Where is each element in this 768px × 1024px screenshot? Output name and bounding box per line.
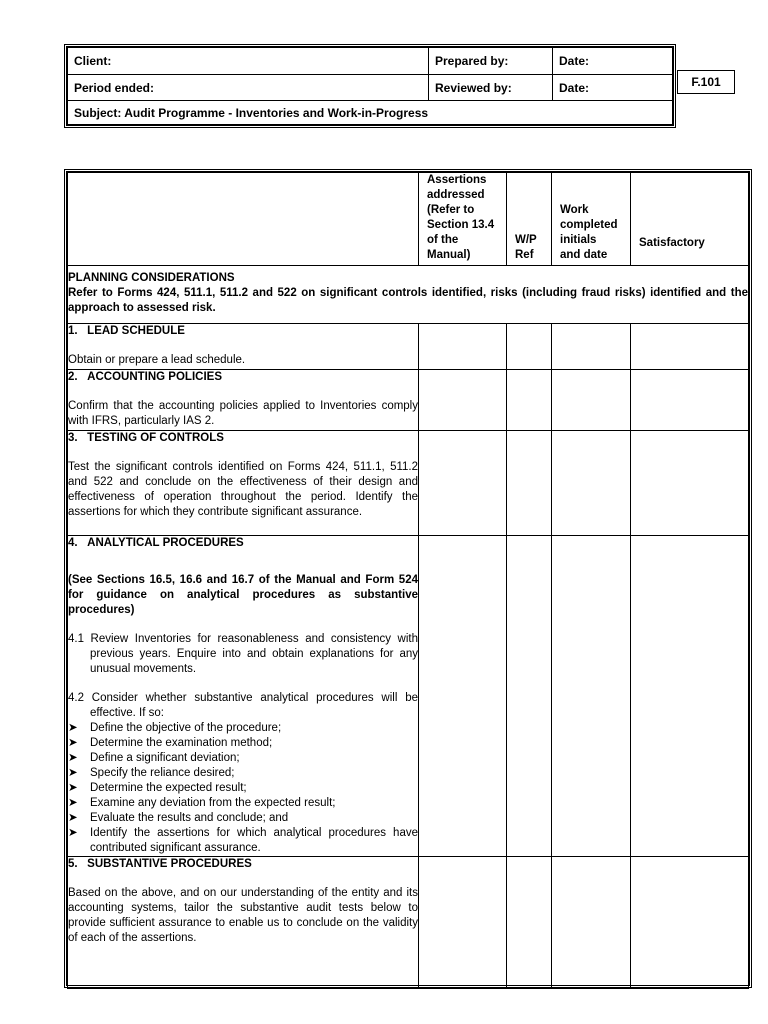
procedure-cell (68, 324, 419, 370)
assertions-cell[interactable] (419, 857, 507, 989)
planning-text: Refer to Forms 424, 511.1, 511.2 and 522 on significant controls identified, risks (including fraud risks) identified and the approach to assessed risk. (68, 287, 748, 314)
header-line: W/P (515, 234, 537, 246)
work-completed-cell[interactable] (552, 536, 631, 857)
header-line: (Refer to (427, 204, 475, 216)
wp-ref-cell[interactable] (507, 431, 552, 536)
section-title: 4. ANALYTICAL PROCEDURES (68, 537, 244, 549)
wp-ref-cell[interactable] (507, 857, 552, 989)
header-line: Section 13.4 (427, 219, 495, 231)
planning-row (68, 266, 749, 324)
procedure-column-header (68, 173, 419, 266)
header-line: of the (427, 234, 459, 246)
list-item: ➤ Specify the reliance desired; (68, 767, 235, 779)
arrow-bullet-icon: ➤ (68, 767, 78, 779)
section-title: 1. LEAD SCHEDULE (68, 325, 185, 337)
period-ended-label: Period ended: (68, 75, 429, 101)
assertions-cell[interactable] (419, 324, 507, 370)
list-item: ➤ Evaluate the results and conclude; and (68, 812, 289, 824)
list-item: ➤ Determine the examination method; (68, 737, 273, 749)
satisfactory-cell[interactable] (631, 536, 749, 857)
list-item: ➤ Identify the assertions for which analytical procedures have contributed significant assurance. (68, 827, 418, 854)
work-completed-cell[interactable] (552, 370, 631, 431)
form-number: F.101 (677, 70, 735, 94)
satisfactory-cell[interactable] (631, 370, 749, 431)
section-text: Confirm that the accounting policies applied to Inventories comply with IFRS, particularly IAS 2. (68, 400, 418, 427)
subject-line: Subject: Audit Programme - Inventories and Work-in-Progress (68, 101, 673, 125)
arrow-bullet-icon: ➤ (68, 737, 78, 749)
satisfactory-column-header: Satisfactory (631, 173, 749, 266)
wp-ref-column-header (507, 173, 552, 266)
header-line: Work (560, 204, 589, 216)
assertions-cell[interactable] (419, 536, 507, 857)
assertions-cell[interactable] (419, 431, 507, 536)
date-label: Date: (553, 48, 673, 75)
satisfactory-cell[interactable] (631, 857, 749, 989)
wp-ref-cell[interactable] (507, 536, 552, 857)
arrow-bullet-icon: ➤ (68, 812, 78, 824)
procedure-item: 4.1 Review Inventories for reasonableness and consistency with previous years. Enquire into and obtain explanations for any unusual movements. (68, 633, 418, 675)
satisfactory-cell[interactable] (631, 324, 749, 370)
procedure-cell (68, 431, 419, 536)
date-label: Date: (553, 75, 673, 101)
table-row (68, 370, 749, 431)
section-title: 2. ACCOUNTING POLICIES (68, 371, 222, 383)
arrow-bullet-icon: ➤ (68, 752, 78, 764)
section-text: Based on the above, and on our understanding of the entity and its accounting systems, tailor the substantive audit tests below to provide sufficient assurance to enable us to conclude on the validity of each of the assertions. (68, 887, 418, 944)
procedure-cell (68, 857, 419, 989)
header-line: Manual) (427, 249, 471, 261)
list-item: ➤ Define a significant deviation; (68, 752, 240, 764)
satisfactory-cell[interactable] (631, 431, 749, 536)
prepared-by-label: Prepared by: (429, 48, 553, 75)
wp-ref-cell[interactable] (507, 324, 552, 370)
table-row (68, 857, 749, 989)
procedure-cell (68, 370, 419, 431)
work-completed-cell[interactable] (552, 431, 631, 536)
work-completed-column-header (552, 173, 631, 266)
section-title: 3. TESTING OF CONTROLS (68, 432, 224, 444)
arrow-bullet-icon: ➤ (68, 722, 78, 734)
assertions-column-header (419, 173, 507, 266)
assertions-cell[interactable] (419, 370, 507, 431)
planning-title: PLANNING CONSIDERATIONS (68, 272, 235, 284)
table-row (68, 536, 749, 857)
header-line: initials (560, 234, 597, 246)
arrow-bullet-icon: ➤ (68, 827, 78, 839)
list-item: ➤ Determine the expected result; (68, 782, 247, 794)
procedure-cell (68, 536, 419, 857)
wp-ref-cell[interactable] (507, 370, 552, 431)
work-completed-cell[interactable] (552, 857, 631, 989)
arrow-bullet-icon: ➤ (68, 797, 78, 809)
section-title: 5. SUBSTANTIVE PROCEDURES (68, 858, 252, 870)
form-header (64, 44, 676, 128)
list-item: ➤ Examine any deviation from the expected result; (68, 797, 336, 809)
audit-programme-table (64, 169, 752, 988)
header-line: Assertions (427, 174, 487, 186)
section-note: (See Sections 16.5, 16.6 and 16.7 of the Manual and Form 524 for guidance on analytical procedures as substantive procedures) (68, 574, 418, 616)
arrow-bullet-icon: ➤ (68, 782, 78, 794)
table-row (68, 431, 749, 536)
work-completed-cell[interactable] (552, 324, 631, 370)
reviewed-by-label: Reviewed by: (429, 75, 553, 101)
header-line: addressed (427, 189, 485, 201)
column-header-row (68, 173, 749, 266)
procedure-item: 4.2 Consider whether substantive analytical procedures will be effective. If so: (68, 692, 418, 719)
header-line: Ref (515, 249, 534, 261)
list-item: ➤ Define the objective of the procedure; (68, 722, 282, 734)
section-text: Test the significant controls identified on Forms 424, 511.1, 511.2 and 522 and conclude on the effectiveness of their design and effectiveness of operation throughout the period. Identify the assertions for which they contribute significant assurance. (68, 461, 418, 518)
section-text: Obtain or prepare a lead schedule. (68, 354, 246, 366)
client-label: Client: (68, 48, 429, 75)
table-row (68, 324, 749, 370)
header-line: and date (560, 249, 608, 261)
header-line: completed (560, 219, 618, 231)
